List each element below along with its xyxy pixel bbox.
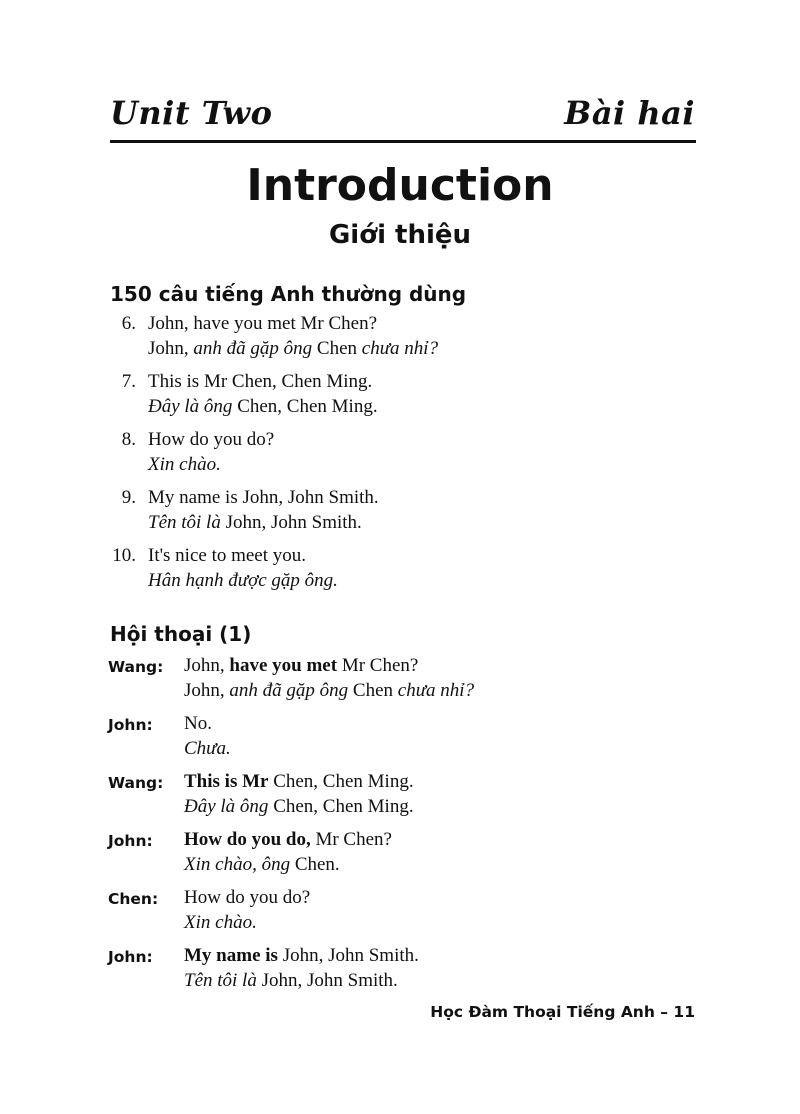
text-segment: Tên tôi là bbox=[148, 512, 221, 533]
unit-title-english: Unit Two bbox=[110, 94, 273, 132]
text-segment: John, bbox=[148, 338, 194, 359]
item-number: 9. bbox=[121, 487, 136, 508]
item-number: 7. bbox=[121, 371, 136, 392]
text-segment: John, John Smith. bbox=[220, 512, 362, 533]
speaker-label: Wang: bbox=[108, 774, 164, 792]
text-segment: Chen bbox=[312, 338, 362, 359]
text-segment: How do you do? bbox=[148, 429, 275, 450]
speaker-label: John: bbox=[108, 948, 153, 966]
text-segment: Chen, Chen Ming. bbox=[232, 396, 378, 417]
speaker-label: John: bbox=[108, 832, 153, 850]
text-line bbox=[184, 738, 231, 760]
speaker-label: Chen: bbox=[108, 890, 159, 908]
text-line bbox=[184, 771, 414, 793]
section-heading-phrases: 150 câu tiếng Anh thường dùng bbox=[110, 282, 467, 306]
page-footer: Học Đàm Thoại Tiếng Anh – 11 bbox=[430, 1003, 695, 1021]
text-line bbox=[148, 429, 274, 451]
section-heading-dialogue: Hội thoại (1) bbox=[110, 622, 252, 646]
text-segment: How do you do? bbox=[184, 887, 311, 908]
text-line bbox=[148, 487, 379, 509]
text-segment: Chen, Chen Ming. bbox=[268, 771, 414, 792]
text-line bbox=[184, 945, 419, 967]
text-line bbox=[184, 912, 257, 934]
text-segment: Chen, Chen Ming. bbox=[268, 796, 414, 817]
text-line bbox=[184, 887, 310, 909]
text-segment: Xin chào. bbox=[184, 912, 257, 933]
text-line bbox=[184, 680, 474, 702]
text-line bbox=[184, 970, 398, 992]
text-line bbox=[184, 854, 340, 876]
text-segment: Chen. bbox=[290, 854, 340, 875]
unit-title-vietnamese: Bài hai bbox=[564, 94, 695, 132]
text-segment: Đây là ông bbox=[148, 396, 233, 417]
text-segment: Xin chào. bbox=[148, 454, 221, 475]
text-line bbox=[148, 570, 338, 592]
text-segment: Mr Chen? bbox=[337, 655, 419, 676]
header-rule bbox=[110, 140, 696, 143]
text-segment: chưa nhỉ? bbox=[397, 680, 475, 701]
item-number: 10. bbox=[112, 545, 136, 566]
text-segment: Đây là ông bbox=[184, 796, 269, 817]
text-segment: John, bbox=[184, 680, 230, 701]
text-line bbox=[184, 713, 212, 735]
text-segment: Chen bbox=[348, 680, 398, 701]
text-segment: Xin chào, ông bbox=[184, 854, 291, 875]
speaker-label: John: bbox=[108, 716, 153, 734]
text-segment: John, have you met Mr Chen? bbox=[148, 313, 378, 334]
text-segment: My name is bbox=[184, 945, 278, 966]
text-segment: John, John Smith. bbox=[277, 945, 419, 966]
text-segment: This is Mr bbox=[184, 771, 269, 792]
text-segment: This is Mr Chen, Chen Ming. bbox=[148, 371, 373, 392]
page-subtitle: Giới thiệu bbox=[328, 220, 472, 250]
text-segment: John, John Smith. bbox=[256, 970, 398, 991]
text-line bbox=[148, 313, 377, 335]
text-segment: Hân hạnh được gặp ông. bbox=[148, 570, 338, 591]
text-segment: John, bbox=[184, 655, 230, 676]
text-line bbox=[184, 829, 392, 851]
text-line bbox=[148, 338, 438, 360]
item-number: 8. bbox=[121, 429, 136, 450]
text-line bbox=[184, 655, 418, 677]
text-segment: My name is John, John Smith. bbox=[148, 487, 379, 508]
text-line bbox=[148, 545, 306, 567]
text-segment: It's nice to meet you. bbox=[148, 545, 307, 566]
text-segment: Chưa. bbox=[184, 738, 231, 759]
text-segment: anh đã gặp ông bbox=[193, 338, 313, 359]
text-line bbox=[148, 512, 362, 534]
text-line bbox=[148, 454, 221, 476]
text-segment: chưa nhỉ? bbox=[361, 338, 439, 359]
text-line bbox=[184, 796, 414, 818]
page-title: Introduction bbox=[246, 160, 554, 211]
text-line bbox=[148, 396, 378, 418]
text-line bbox=[148, 371, 372, 393]
text-segment: Tên tôi là bbox=[184, 970, 257, 991]
text-segment: anh đã gặp ông bbox=[229, 680, 349, 701]
text-segment: No. bbox=[184, 713, 212, 734]
item-number: 6. bbox=[121, 313, 136, 334]
text-segment: Mr Chen? bbox=[310, 829, 392, 850]
speaker-label: Wang: bbox=[108, 658, 164, 676]
text-segment: How do you do, bbox=[184, 829, 311, 850]
text-segment: have you met bbox=[229, 655, 338, 676]
